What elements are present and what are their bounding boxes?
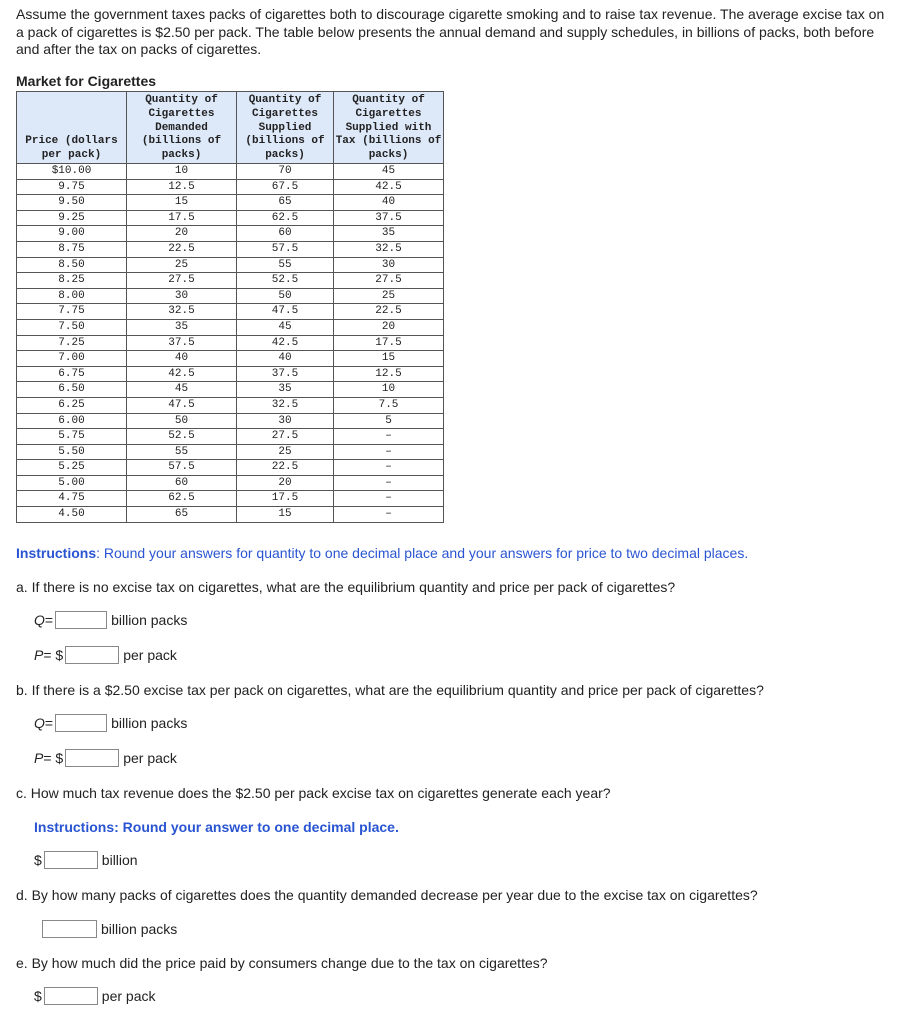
price-cell: 4.75 — [17, 491, 127, 507]
supplied-cell: 30 — [237, 413, 334, 429]
supplied-cell: 52.5 — [237, 273, 334, 289]
question-c-instructions: Instructions: Round your answer to one decimal place. — [34, 819, 399, 835]
demanded-cell: 65 — [127, 507, 237, 523]
answer-c-revenue-input[interactable] — [44, 851, 98, 869]
answer-a-price-row — [34, 646, 177, 664]
table-row — [17, 195, 444, 211]
table-row — [17, 366, 444, 382]
price-cell: 9.00 — [17, 226, 127, 242]
demanded-cell: 60 — [127, 475, 237, 491]
table-row — [17, 382, 444, 398]
supplied-tax-cell: – — [334, 507, 444, 523]
supplied-tax-cell: 22.5 — [334, 304, 444, 320]
supplied-tax-cell: 45 — [334, 164, 444, 180]
demanded-cell: 35 — [127, 319, 237, 335]
table-row — [17, 210, 444, 226]
demanded-cell: 57.5 — [127, 460, 237, 476]
demanded-cell: 10 — [127, 164, 237, 180]
answer-a-price-input[interactable] — [65, 646, 119, 664]
supplied-cell: 62.5 — [237, 210, 334, 226]
supplied-cell: 57.5 — [237, 241, 334, 257]
supplied-cell: 65 — [237, 195, 334, 211]
supplied-cell: 55 — [237, 257, 334, 273]
supplied-tax-cell: 37.5 — [334, 210, 444, 226]
answer-b-quantity-input[interactable] — [55, 714, 107, 732]
supplied-tax-cell: – — [334, 460, 444, 476]
demanded-cell: 45 — [127, 382, 237, 398]
price-cell: $10.00 — [17, 164, 127, 180]
table-row — [17, 491, 444, 507]
price-cell: 9.50 — [17, 195, 127, 211]
price-cell: 6.00 — [17, 413, 127, 429]
demanded-cell: 52.5 — [127, 429, 237, 445]
supplied-cell: 45 — [237, 319, 334, 335]
supplied-cell: 70 — [237, 164, 334, 180]
demanded-cell: 62.5 — [127, 491, 237, 507]
answer-d-row — [42, 920, 177, 938]
supplied-tax-cell: 35 — [334, 226, 444, 242]
demanded-cell: 47.5 — [127, 397, 237, 413]
demanded-cell: 17.5 — [127, 210, 237, 226]
price-cell: 6.25 — [17, 397, 127, 413]
supplied-cell: 60 — [237, 226, 334, 242]
table-row — [17, 319, 444, 335]
table-row — [17, 460, 444, 476]
supplied-tax-cell: 17.5 — [334, 335, 444, 351]
demanded-cell: 42.5 — [127, 366, 237, 382]
question-c: c. How much tax revenue does the $2.50 per pack excise tax on cigarettes generate each year? — [16, 785, 611, 801]
header-price: Price (dollars per pack) — [17, 92, 127, 164]
table-row — [17, 226, 444, 242]
price-cell: 8.50 — [17, 257, 127, 273]
supplied-tax-cell: 7.5 — [334, 397, 444, 413]
q-label: Q= — [34, 715, 54, 731]
unit-billion: billion — [101, 852, 138, 868]
price-cell: 4.50 — [17, 507, 127, 523]
price-cell: 7.25 — [17, 335, 127, 351]
price-cell: 9.75 — [17, 179, 127, 195]
price-cell: 5.25 — [17, 460, 127, 476]
price-cell: 8.25 — [17, 273, 127, 289]
answer-a-quantity-row — [34, 611, 187, 629]
supplied-tax-cell: 5 — [334, 413, 444, 429]
table-title: Market for Cigarettes — [16, 73, 157, 89]
unit-per-pack: per pack — [123, 647, 177, 663]
header-supplied: Quantity of Cigarettes Supplied (billions of packs) — [237, 92, 334, 164]
question-e: e. By how much did the price paid by consumers change due to the tax on cigarettes? — [16, 955, 548, 971]
answer-b-quantity-row — [34, 714, 187, 732]
price-cell: 8.00 — [17, 288, 127, 304]
supplied-tax-cell: – — [334, 429, 444, 445]
supplied-cell: 32.5 — [237, 397, 334, 413]
question-d: d. By how many packs of cigarettes does the quantity demanded decrease per year due to the excise tax on cigarettes? — [16, 887, 758, 903]
answer-c-row — [34, 851, 138, 869]
demanded-cell: 27.5 — [127, 273, 237, 289]
answer-b-price-row — [34, 749, 177, 767]
demanded-cell: 20 — [127, 226, 237, 242]
table-row — [17, 288, 444, 304]
table-row — [17, 257, 444, 273]
table-row — [17, 507, 444, 523]
question-b: b. If there is a $2.50 excise tax per pack on cigarettes, what are the equilibrium quantity and price per pack of cigarettes? — [16, 682, 764, 698]
supplied-cell: 47.5 — [237, 304, 334, 320]
supplied-cell: 15 — [237, 507, 334, 523]
supplied-tax-cell: 27.5 — [334, 273, 444, 289]
unit-billion-packs: billion packs — [111, 715, 188, 731]
supplied-cell: 67.5 — [237, 179, 334, 195]
price-cell: 5.75 — [17, 429, 127, 445]
price-cell: 7.50 — [17, 319, 127, 335]
supplied-tax-cell: 20 — [334, 319, 444, 335]
table-row — [17, 475, 444, 491]
supplied-tax-cell: 42.5 — [334, 179, 444, 195]
table-row — [17, 164, 444, 180]
header-supplied-tax: Quantity of Cigarettes Supplied with Tax (billions of packs) — [334, 92, 444, 164]
supplied-tax-cell: – — [334, 444, 444, 460]
table-header-row — [17, 92, 444, 164]
supplied-cell: 27.5 — [237, 429, 334, 445]
price-cell: 7.00 — [17, 351, 127, 367]
price-cell: 6.75 — [17, 366, 127, 382]
answer-d-quantity-input[interactable] — [42, 920, 97, 938]
dollar-sign: $ — [34, 852, 42, 868]
price-cell: 5.50 — [17, 444, 127, 460]
p-label: P= $ — [34, 750, 64, 766]
table-row — [17, 241, 444, 257]
supplied-cell: 20 — [237, 475, 334, 491]
supplied-cell: 50 — [237, 288, 334, 304]
table-row — [17, 444, 444, 460]
price-cell: 9.25 — [17, 210, 127, 226]
unit-billion-packs: billion packs — [101, 921, 178, 937]
market-table — [16, 91, 444, 523]
supplied-tax-cell: 25 — [334, 288, 444, 304]
demanded-cell: 30 — [127, 288, 237, 304]
supplied-tax-cell: 32.5 — [334, 241, 444, 257]
supplied-tax-cell: 12.5 — [334, 366, 444, 382]
table-row — [17, 429, 444, 445]
demanded-cell: 50 — [127, 413, 237, 429]
supplied-tax-cell: 10 — [334, 382, 444, 398]
answer-e-row — [34, 987, 156, 1005]
answer-e-price-change-input[interactable] — [44, 987, 98, 1005]
problem-intro: Assume the government taxes packs of cigarettes both to discourage cigarette smoking and to raise tax revenue. The average excise tax on a pack of cigarettes is $2.50 per pack. The table below presents the annual demand and supply schedules, in billions of packs, both before and after the tax on packs of cigarettes. — [16, 6, 885, 57]
header-demanded: Quantity of Cigarettes Demanded (billions of packs) — [127, 92, 237, 164]
demanded-cell: 40 — [127, 351, 237, 367]
supplied-cell: 37.5 — [237, 366, 334, 382]
unit-per-pack: per pack — [123, 750, 177, 766]
unit-per-pack: per pack — [101, 988, 156, 1004]
answer-b-price-input[interactable] — [65, 749, 119, 767]
unit-billion-packs: billion packs — [111, 612, 188, 628]
demanded-cell: 55 — [127, 444, 237, 460]
table-row — [17, 179, 444, 195]
price-cell: 7.75 — [17, 304, 127, 320]
table-row — [17, 273, 444, 289]
demanded-cell: 25 — [127, 257, 237, 273]
q-label: Q= — [34, 612, 54, 628]
price-cell: 5.00 — [17, 475, 127, 491]
instructions-text: : Round your answers for quantity to one decimal place and your answers for price to two decimal places. — [96, 545, 749, 561]
supplied-cell: 22.5 — [237, 460, 334, 476]
supplied-cell: 35 — [237, 382, 334, 398]
supplied-tax-cell: 15 — [334, 351, 444, 367]
table-row — [17, 397, 444, 413]
price-cell: 6.50 — [17, 382, 127, 398]
supplied-tax-cell: – — [334, 475, 444, 491]
supplied-tax-cell: – — [334, 491, 444, 507]
table-row — [17, 351, 444, 367]
question-a: a. If there is no excise tax on cigarettes, what are the equilibrium quantity and price per pack of cigarettes? — [16, 579, 676, 595]
demanded-cell: 32.5 — [127, 304, 237, 320]
instructions — [16, 545, 748, 561]
table-row — [17, 335, 444, 351]
table-row — [17, 413, 444, 429]
supplied-cell: 17.5 — [237, 491, 334, 507]
demanded-cell: 22.5 — [127, 241, 237, 257]
demanded-cell: 37.5 — [127, 335, 237, 351]
demanded-cell: 15 — [127, 195, 237, 211]
answer-a-quantity-input[interactable] — [55, 611, 107, 629]
supplied-cell: 25 — [237, 444, 334, 460]
p-label: P= $ — [34, 647, 64, 663]
supplied-tax-cell: 30 — [334, 257, 444, 273]
supplied-cell: 42.5 — [237, 335, 334, 351]
demanded-cell: 12.5 — [127, 179, 237, 195]
supplied-tax-cell: 40 — [334, 195, 444, 211]
price-cell: 8.75 — [17, 241, 127, 257]
dollar-sign: $ — [34, 988, 42, 1004]
instructions-label: Instructions — [16, 545, 97, 561]
supplied-cell: 40 — [237, 351, 334, 367]
table-row — [17, 304, 444, 320]
